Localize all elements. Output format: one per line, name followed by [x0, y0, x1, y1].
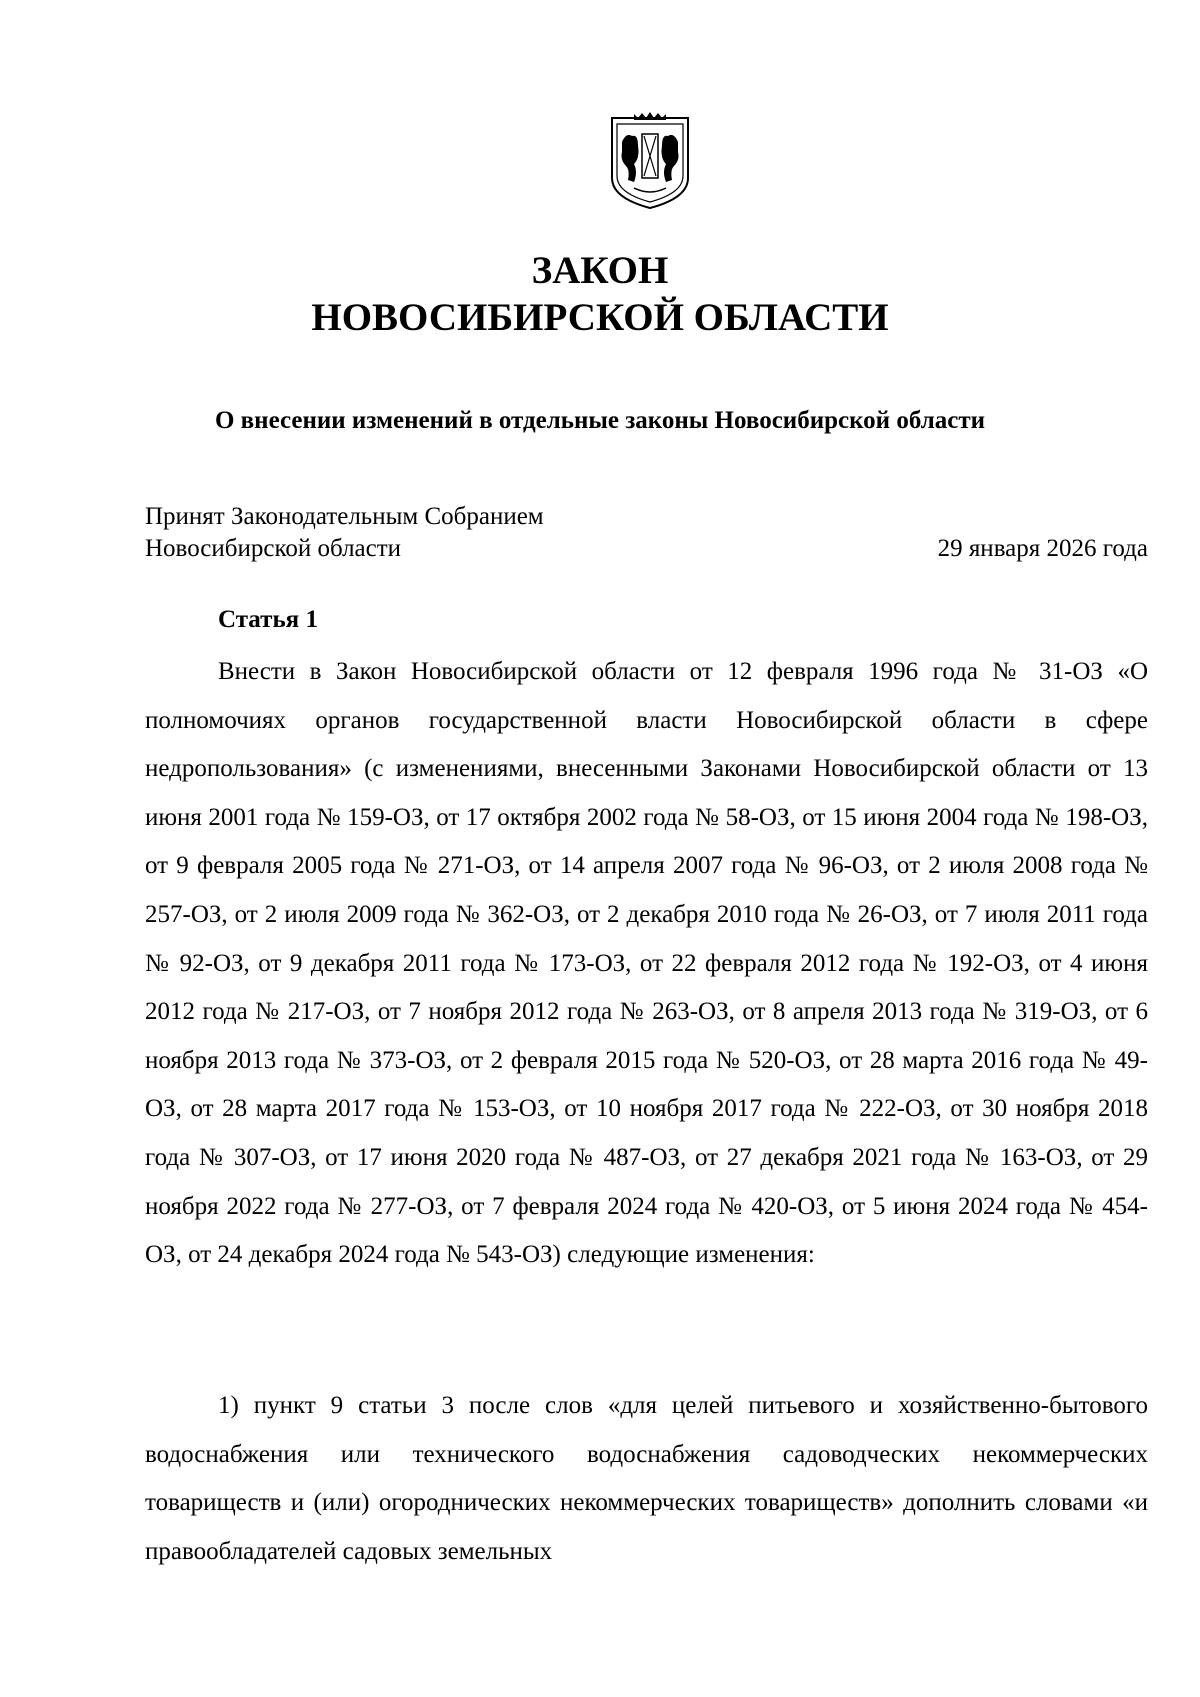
article-paragraph-1: Внести в Закон Новосибирской области от 12 февраля 1996 года № 31-ОЗ «О полномочиях органов государственной власти Новосибирской области в сфере недропользования» (с изменениями, внесенными Законами Новосибирской области от 13 июня 2001 года № 159-ОЗ, от 17 октября 2002 года № 58-ОЗ, от 15 июня 2004 года № 198-ОЗ, от 9 февраля 2005 года № 271-ОЗ, от 14 апреля 2007 года № 96-ОЗ, от 2 июля 2008 года № 257-ОЗ, от 2 июля 2009 года № 362-ОЗ, от 2 декабря 2010 года № 26-ОЗ, от 7 июля 2011 года № 92-ОЗ, от 9 декабря 2011 года № 173-ОЗ, от 22 февраля 2012 года № 192-ОЗ, от 4 июня 2012 года № 217-ОЗ, от 7 ноября 2012 года № 263-ОЗ, от 8 апреля 2013 года № 319-ОЗ, от 6 ноября 2013 года № 373-ОЗ, от 2 февраля 2015 года № 520-ОЗ, от 28 марта 2016 года № 49-ОЗ, от 28 марта 2017 года № 153-ОЗ, от 10 ноября 2017 года № 222-ОЗ, от 30 ноября 2018 года № 307-ОЗ, от 17 июня 2020 года № 487-ОЗ, от 27 декабря 2021 года № 163-ОЗ, от 29 ноября 2022 года № 277-ОЗ, от 7 февраля 2024 года № 420-ОЗ, от 5 июня 2024 года № 454-ОЗ, от 24 декабря 2024 года № 543-ОЗ) следующие изменения:: [145, 658, 1148, 1269]
adoption-line-2: Новосибирской области: [145, 535, 402, 562]
article-paragraph-2: 1) пункт 9 статьи 3 после слов «для целей питьевого и хозяйственно-бытового водоснабжения или технического водоснабжения садоводческих некоммерческих товариществ и (или) огороднических некоммерческих товариществ» дополнить словами «и правообладателей садовых земельных: [145, 1392, 1148, 1565]
adoption-block: [145, 501, 665, 565]
document-type-title: ЗАКОН: [531, 249, 669, 292]
article-heading: Статья 1: [218, 606, 318, 633]
adoption-line-1: Принят Законодательным Собранием: [145, 503, 544, 530]
adoption-date: 29 января 2026 года: [937, 535, 1148, 562]
coat-of-arms-icon: [604, 112, 696, 212]
law-subject-title: О внесении изменений в отдельные законы Новосибирской области: [214, 407, 986, 434]
issuer-title: НОВОСИБИРСКОЙ ОБЛАСТИ: [311, 296, 889, 339]
